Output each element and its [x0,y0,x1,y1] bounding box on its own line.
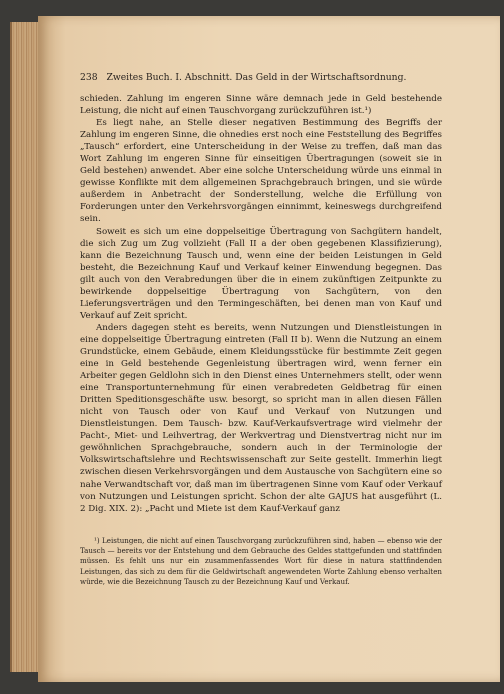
paragraph-4: Anders dagegen steht es bereits, wenn Nutzungen und Dienstleistungen in eine doppelseitige Übertragung eintreten (Fall II b). Wenn die Nutzung an einem Grundstücke, einem Gebäude, einem Kleidungsstücke für bestimmte Zeit gegen eine in Geld bestehende Gegenleistung übertragen wird, wenn ferner ein Arbeiter gegen Geldlohn sich in den Dienst eines Unternehmers stellt, oder wenn eine Transportunternehmung für einen verabredeten Geldbetrag für einen Dritten Speditionsgeschäfte usw. besorgt, so spricht man in allen diesen Fällen nicht von Tausch oder von Kauf und Verkauf von Nutzungen und Dienstleistungen. Dem Tausch- bzw. Kauf-Verkaufsvertrage wird vielmehr der Pacht-, Miet- und Leihvertrag, der Werkvertrag und Dienstvertrag nicht nur im gewöhnlichen Sprachgebrauche, sondern auch in der Terminologie der Volkswirtschaftslehre und Rechtswissenschaft zur Seite gestellt. Immerhin liegt zwischen diesen Verkehrsvorgängen und dem Austausche von Sachgütern eine so nahe Verwandtschaft vor, daß man im übertragenen Sinne vom Kauf oder Verkauf von Nutzungen und Leistungen spricht. Schon der alte GAJUS hat ausgeführt (L. 2 Dig. XIX. 2): „Pacht und Miete ist dem Kauf-Verkauf ganz [80,322,442,514]
running-title: Zweites Buch. I. Abschnitt. Das Geld in der Wirtschaftsordnung. [106,72,407,83]
paragraph-3: Soweit es sich um eine doppelseitige Übertragung von Sachgütern handelt, die sich Zug um Zug vollzieht (Fall II a der oben gegebenen Klassifizierung), kann die Bezeichnung Tausch und, wenn eine der beiden Leistungen in Geld besteht, die Bezeichnung Kauf und Verkauf keiner Einwendung begegnen. Das gilt auch von den Verabredungen über die in einem zukünftigen Zeitpunkte zu bewirkende doppelseitige Übertragung von Sachgütern, von den Lieferungsverträgen und den Termingeschäften, bei denen man von Kauf und Verkauf auf Zeit spricht. [80,226,442,321]
footnote [80,536,442,587]
running-head [80,72,460,83]
paragraph-1: schieden. Zahlung im engeren Sinne wäre demnach jede in Geld bestehende Leistung, die nicht auf einen Tauschvorgang zurückzuführen ist.¹) [80,94,442,117]
footnote-text: ¹) Leistungen, die nicht auf einen Tauschvorgang zurückzuführen sind, haben — ebenso wie der Tausch — bereits vor der Entstehung und dem Gebrauche des Geldes stattgefunden und stattfinden müssen. Es fehlt uns nur ein zusammenfassendes Wort für diese in natura stattfindenden Leistungen, das sich zu dem für die Geldwirtschaft angewendeten Worte Zahlung ebenso verhalten würde, wie die Bezeichnung Tausch zu der Bezeichnung Kauf und Verkauf. [80,536,442,586]
paragraph-2: Es liegt nahe, an Stelle dieser negativen Bestimmung des Begriffs der Zahlung im engeren Sinne, die ohnedies erst noch eine Feststellung des Begriffes „Tausch“ erfordert, eine Unterscheidung in der Weise zu treffen, daß man das Wort Zahlung im engeren Sinne für einseitigen Übertragungen (soweit sie in Geld bestehen) anwendet. Aber eine solche Unterscheidung würde uns einmal in gewisse Konflikte mit dem allgemeinen Sprachgebrauch bringen, und sie würde außerdem in Anbetracht der Sonderstellung, welche die Erfüllung von Forderungen unter den Verkehrsvorgängen einnimmt, keineswegs durchgreifend sein. [80,118,442,225]
page-number: 238 [80,72,98,83]
body-text [80,93,442,515]
